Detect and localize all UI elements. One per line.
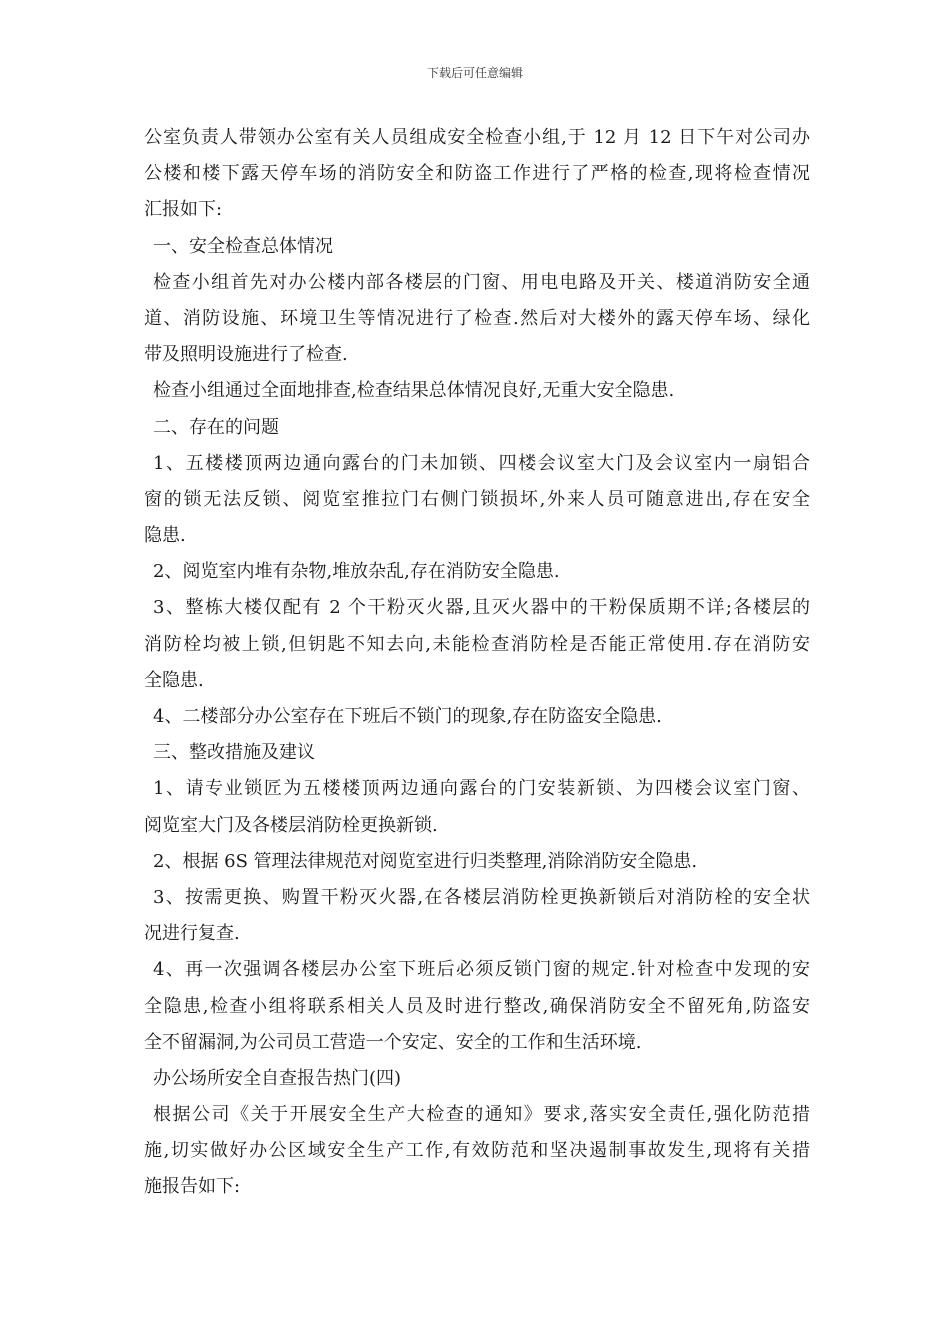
text-line: 4、再一次强调各楼层办公室下班后必须反锁门窗的规定.针对检查中发现的安 <box>153 959 810 981</box>
text-line: 二、存在的问题 <box>153 416 279 438</box>
page-header: 下载后可任意编辑 <box>426 66 523 80</box>
text-line: 检查小组首先对办公楼内部各楼层的门窗、用电电路及开关、楼道消防安全通 <box>153 271 810 293</box>
text-line: 4、二楼部分办公室存在下班后不锁门的现象,存在防盗安全隐患. <box>153 706 662 727</box>
text-line: 1、请专业锁匠为五楼楼顶两边通向露台的门安装新锁、为四楼会议室门窗、 <box>153 778 810 800</box>
text-line: 3、按需更换、购置干粉灭火器,在各楼层消防栓更换新锁后对消防栓的安全状 <box>153 886 810 908</box>
text-line: 汇报如下: <box>144 199 223 221</box>
text-line: 消防栓均被上锁,但钥匙不知去向,未能检查消防栓是否能正常使用.存在消防安 <box>144 633 810 655</box>
text-line: 道、消防设施、环境卫生等情况进行了检查.然后对大楼外的露天停车场、绿化 <box>144 307 810 329</box>
text-line: 办公场所安全自查报告热门(四) <box>153 1067 402 1089</box>
text-line: 隐患. <box>144 525 186 547</box>
text-line: 况进行复查. <box>144 923 240 945</box>
text-line: 阅览室大门及各楼层消防栓更换新锁. <box>144 814 438 836</box>
text-line: 2、根据 6S 管理法律规范对阅览室进行归类整理,消除消防安全隐患. <box>153 850 698 872</box>
text-line: 窗的锁无法反锁、阅览室推拉门右侧门锁损坏,外来人员可随意进出,存在安全 <box>144 488 810 510</box>
text-line: 全隐患. <box>144 669 204 691</box>
text-line: 根据公司《关于开展安全生产大检查的通知》要求,落实安全责任,强化防范措 <box>153 1104 810 1126</box>
text-line: 公楼和楼下露天停车场的消防安全和防盗工作进行了严格的检查,现将检查情况 <box>144 163 810 185</box>
text-line: 2、阅览室内堆有杂物,堆放杂乱,存在消防安全隐患. <box>153 561 560 583</box>
text-line: 公室负责人带领办公室有关人员组成安全检查小组,于 12 月 12 日下午对公司办 <box>144 127 810 148</box>
text-line: 全隐患,检查小组将联系相关人员及时进行整改,确保消防安全不留死角,防盗安 <box>144 995 810 1017</box>
text-line: 检查小组通过全面地排查,检查结果总体情况良好,无重大安全隐患. <box>153 380 675 402</box>
text-line: 施,切实做好办公区域安全生产工作,有效防范和坚决遏制事故发生,现将有关措 <box>144 1140 810 1162</box>
text-line: 1、五楼楼顶两边通向露台的门未加锁、四楼会议室大门及会议室内一扇铝合 <box>153 452 810 474</box>
text-line: 3、整栋大楼仅配有 2 个干粉灭火器,且灭火器中的干粉保质期不详;各楼层的 <box>153 597 810 619</box>
text-line: 一、安全检查总体情况 <box>153 235 333 257</box>
text-line: 全不留漏洞,为公司员工营造一个安定、安全的工作和生活环境. <box>144 1031 642 1053</box>
text-line: 带及照明设施进行了检查. <box>144 344 348 366</box>
text-line: 施报告如下: <box>144 1176 241 1198</box>
document-body <box>144 120 810 1206</box>
text-line: 三、整改措施及建议 <box>153 742 315 764</box>
